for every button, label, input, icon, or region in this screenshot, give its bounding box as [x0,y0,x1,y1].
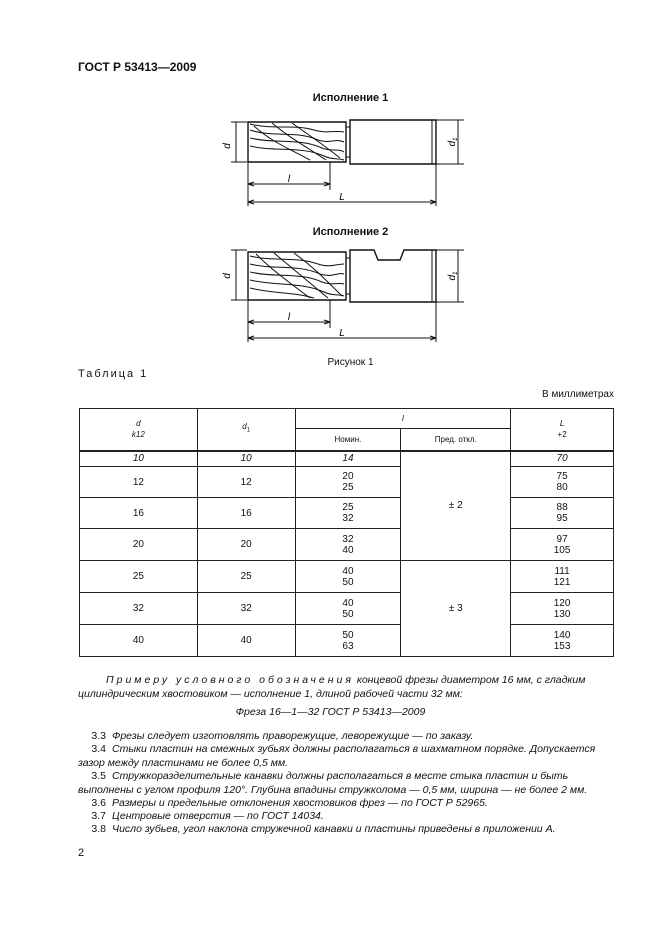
label-l: l [287,312,291,323]
header-l-deviation: Пред. откл. [401,429,511,451]
table-row: 40 40 50 63 140 153 [80,625,614,657]
figure-title-variant-1: Исполнение 1 [312,92,389,104]
cutter-drawing-variant-2 [214,242,474,346]
header-l-nominal: Номин. [295,429,401,451]
label-L: L [339,192,345,203]
label-d1: $d_1$ [447,137,459,147]
clause-3-7: 3.7 Центровые отверстия — по ГОСТ 14034. [91,810,324,822]
label-l: l [287,174,291,185]
clause-3-5: 3.5 Стружкоразделительные канавки должны располагаться в месте стыка пластин и быть выполнены с углом профиля 120°. Глубина впадины стружколома — 0,5 мм, ширина — не более 2 мм. [78,770,588,796]
shank [350,120,436,164]
label-L: L [339,328,345,339]
clause-3-8: 3.8 Число зубьев, угол наклона стружечной канавки и пластины приведены в приложении А. [91,823,556,835]
designation-example: Фреза 16—1—32 ГОСТ Р 53413—2009 [235,706,426,718]
figure-title-variant-2: Исполнение 2 [312,226,389,238]
label-d: d [222,273,233,279]
table-row: 16 16 25 32 88 95 [80,498,614,529]
header-L: L +2 [511,409,614,451]
header-l: l [295,409,511,429]
deviation-cell: ± 3 [401,561,511,657]
deviation-cell: ± 2 [401,451,511,561]
header-d: d k12 [80,409,198,451]
document-header: ГОСТ Р 53413—2009 [78,60,197,74]
clause-3-3: 3.3 Фрезы следует изготовлять праворежущие, леворежущие — по заказу. [91,730,474,742]
label-d: d [222,143,233,149]
clause-3-6: 3.6 Размеры и предельные отклонения хвостовиков фрез — по ГОСТ Р 52965. [91,797,488,809]
table-row: 10 10 14 ± 2 70 [80,451,614,467]
label-d1: $d_1$ [447,271,459,281]
table-label: Таблица 1 [78,368,149,380]
clause-3-4: 3.4 Стыки пластин на смежных зубьях должны располагаться в шахматном порядке. Допускается зазор между пластинами не более 0,5 мм. [78,743,596,769]
header-d1: $d_1$ [197,409,295,451]
table-row: 32 32 40 50 120 130 [80,593,614,625]
table-row: 12 12 20 25 75 80 [80,467,614,498]
designation-example-paragraph: Примеру условного обозначения концевой фрезы диаметром 16 мм, с гладким цилиндрическим хвостовиком — исполнение 1, длиной рабочей части 32 мм: [78,674,586,700]
page-number: 2 [78,847,85,859]
dimensions-table [79,408,614,657]
table-row: 20 20 32 40 97 105 [80,529,614,561]
cutter-drawing-variant-1 [214,108,474,210]
table-units: В миллиметрах [542,389,614,400]
table-row: 25 25 40 50 ± 3 111 121 [80,561,614,593]
shank-with-flat [350,250,436,302]
figure-caption: Рисунок 1 [327,357,374,368]
